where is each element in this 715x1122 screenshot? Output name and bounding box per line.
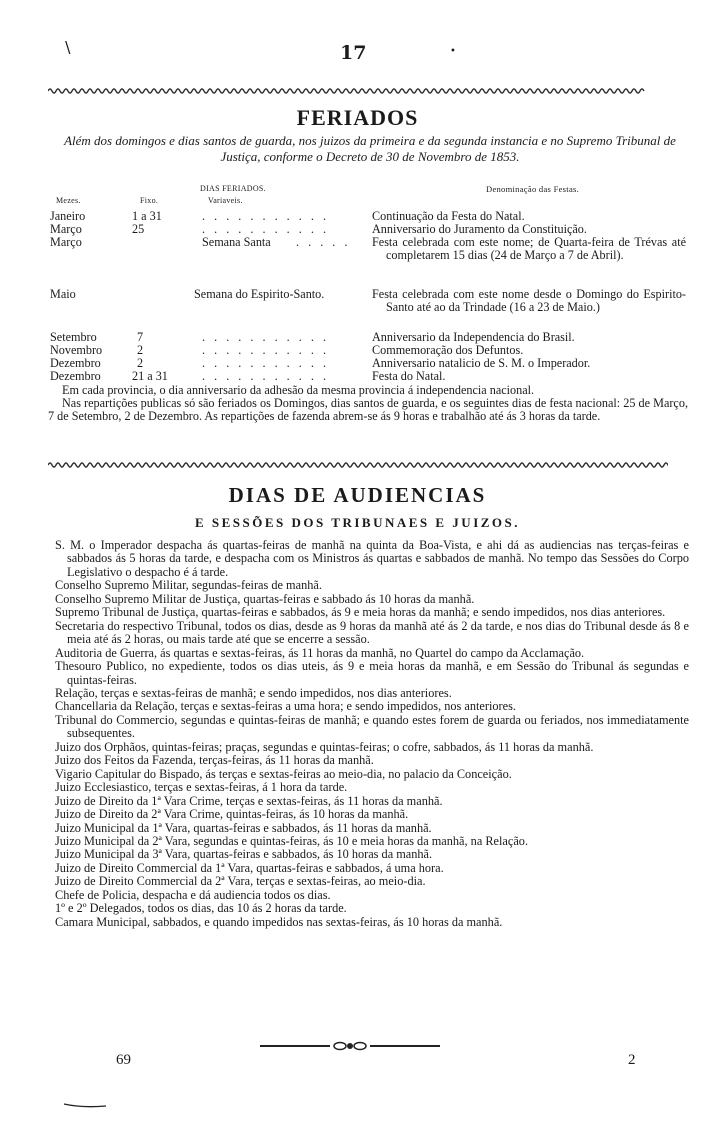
list-item: Juizo de Direito da 1ª Vara Crime, terças e sextas-feiras, ás 11 horas da manhã. [55,793,443,808]
feriados-subtitle: Além dos domingos e dias santos de guarda, nos juizos da primeira e da segunda instancia e no Supremo Tribunal de Justiça, conforme o Decreto de 30 de Novembro de 1853. [64,133,676,164]
list-item: S. M. o Imperador despacha ás quartas-feiras de manhã na quinta da Boa-Vista, e ahi dá as audiencias nas terças-feiras e sabbados ás 5 horas da tarde, e despacha com os Ministros ás quartas e sabbados de manhã. No tempo das Sessões do Corpo Legislativo o despacho é á tarde. [55,538,689,579]
header-fixo: Fixo. [140,196,159,205]
list-item: Supremo Tribunal de Justiça, quartas-feiras e sabbados, ás 9 e meia horas da manhã; e sendo impedidos, nos dias anteriores. [55,605,666,620]
footer-left-number: 69 [116,1052,131,1068]
audiencias-list [55,539,689,929]
wavy-rule-top [48,86,668,96]
list-item: Conselho Supremo Militar de Justiça, quartas-feiras e sabbado ás 10 horas da manhã. [55,591,475,606]
header-variaveis: Variaveis. [208,196,243,205]
list-item: Auditoria de Guerra, ás quartas e sextas-feiras, ás 11 horas da manhã, no Quartel do campo da Acclamação. [55,645,585,660]
note-provincia: Em cada provincia, o dia anniversario da adhesão da mesma provincia á independencia nacional. [62,383,535,397]
ornament-divider [260,1040,440,1052]
header-denominacao: Denominação das Festas. [486,184,580,194]
list-item: Juizo dos Orphãos, quintas-feiras; praças, segundas e quintas-feiras; o cofre, sabbados, ás 11 horas da manhã. [55,739,594,754]
list-item: Camara Municipal, sabbados, e quando impedidos nas sextas-feiras, ás 10 horas da manhã. [55,914,503,929]
wavy-rule-middle [48,460,668,470]
list-item: Chefe de Policia, despacha e dá audiencia todos os dias. [55,887,331,902]
document-page: ∖ 17 • FERIADOS Além dos domingos e dias santos de guarda, nos juizos da primeira e da segunda instancia e no Supremo Tribunal de Justiça, conforme o Decreto de 30 de Novembro de 1853. DIAS FERIADOS. Denominação das Festas. Mezes. Fixo. Variaveis. Janeiro 1 a 31 . . . . . . . . . . . Continuação da Festa do Natal. Março 25 . . . . . . . . . . . Anniversario do Juramento da Constituição. Março Semana Santa . . . . . Festa celebrada com este nome; de Quarta-feira de Trévas até completarem 15 dias (24 de Março a 7 de Abril). Maio Semana do Espirito-Santo. Festa celebrada com este nome desde o Domingo do Espirito-Santo até ao da Trindade (16 a 23 de Maio.) Setembro 7 . . . . . . . . . . . Anniversario da Independencia do Brasil. Novembro 2 . . . . . . . . . . . Commemoração dos Defuntos. Dezembro 2 . . . . . . . . . . . Anniversario natalicio de S. M. o Imperador. Dezembro 21 a 31 . . . . . . . . . . . Festa do Natal. Em cada provincia, o dia anniversario da adhesão da mesma provincia á independencia nacional. Nas repartições publicas só são feriados os Domingos, dias santos de guarda, e os seguintes dias de festa nacional: 25 de Março, 7 de Setembro, 2 de Dezembro. As repartições de fazenda abrem-se ás 9 horas e trabalhão até ás 3 horas da tarde. DIAS DE AUDIENCIAS E SESSÕES DOS TRIBUNAES E JUIZOS. S. M. o Imperador despacha ás quartas-feiras de manhã na quinta da Boa-Vista, e ahi dá as audiencias nas terças-feiras e sabbados ás 5 horas da tarde, e despacha com os Ministros ás quartas e sabbados de manhã. No tempo das Sessões do Corpo Legislativo o despacho é á tarde. Conselho Supremo Militar, segundas-feiras de manhã. Conselho Supremo Militar de Justiça, quartas-feiras e sabbado ás 10 horas da manhã. Supremo Tribunal de Justiça, quartas-feiras e sabbados, ás 9 e meia horas da manhã; e sendo impedidos, nos dias anteriores. Secretaria do respectivo Tribunal, todos os dias, desde as 9 horas da manhã até ás 2 da tarde, e nos dias do Tribunal desde ás 8 e meia até ás 2 horas, ou mais tarde até que se encerre a sessão. Auditoria de Guerra, ás quartas e sextas-feiras, ás 11 horas da manhã, no Quartel do campo da Acclamação. Thesouro Publico, no expediente, todos os dias uteis, ás 9 e meia horas da manhã, e em Sessão do Tribunal ás segundas e quintas-feiras. Relação, terças e sextas-feiras de manhã; e sendo impedidos, nos dias anteriores. Chancellaria da Relação, terças e sextas-feiras a uma hora; e sendo impedidos, nos anteriores. Tribunal do Commercio, segundas e quintas-feiras de manhã; e quando estes forem de guarda ou feriados, nos immediatamente subsequentes. Juizo dos Orphãos, quintas-feiras; praças, segundas e quintas-feiras; o cofre, sabbados, ás 11 horas da manhã. Juizo dos Feitos da Fazenda, terças-feiras, ás 11 horas da manhã. Vigario Capitular do Bispado, ás terças e sextas-feiras ao meio-dia, no palacio da Conceição. Juizo Ecclesiastico, terças e sextas-feiras, á 1 hora da tarde. Juizo de Direito da 1ª Vara Crime, terças e sextas-feiras, ás 11 horas da manhã. Juizo de Direito da 2ª Vara Crime, quintas-feiras, ás 10 horas da manhã. Juizo Municipal da 1ª Vara, quartas-feiras e sabbados, ás 11 horas da manhã. Juizo Municipal da 2ª Vara, segundas e quintas-feiras, ás 10 e meia horas da manhã, na Relação. Juizo Municipal da 3ª Vara, quartas-feiras e sabbados, ás 10 horas da manhã. Juizo de Direito Commercial da 1ª Vara, quartas-feiras e sabbados, á uma hora. Juizo de Direito Commercial da 2ª Vara, terças e sextas-feiras, ao meio-dia. Chefe de Policia, despacha e dá audiencia todos os dias. 1º e 2º Delegados, todos os dias, das 10 ás 2 horas da tarde. Camara Municipal, sabbados, e quando impedidos nas sextas-feiras, ás 10 horas da manhã. 69 2 [0,0,715,1122]
header-mezes: Mezes. [56,196,81,205]
list-item: Juizo Municipal da 1ª Vara, quartas-feiras e sabbados, ás 11 horas da manhã. [55,820,432,835]
list-item: Thesouro Publico, no expediente, todos os dias uteis, ás 9 e meia horas da manhã, e em Sessão do Tribunal ás segundas e quintas-feiras. [55,659,689,687]
list-item: Chancellaria da Relação, terças e sextas-feiras a uma hora; e sendo impedidos, nos anteriores. [55,699,516,714]
list-item: Juizo de Direito da 2ª Vara Crime, quintas-feiras, ás 10 horas da manhã. [55,807,409,822]
feriados-title: FERIADOS [296,105,419,130]
list-item: Relação, terças e sextas-feiras de manhã; e sendo impedidos, nos dias anteriores. [55,685,452,700]
list-item: Juizo Ecclesiastico, terças e sextas-feiras, á 1 hora da tarde. [55,780,348,795]
footer-right-number: 2 [628,1052,636,1068]
list-item: Secretaria do respectivo Tribunal, todos os dias, desde as 9 horas da manhã até ás 2 da tarde, e nos dias do Tribunal desde ás 8 e meia até ás 2 horas, ou mais tarde até que se encerre a sessão. [55,618,689,647]
note-reparticoes: Nas repartições publicas só são feriados os Domingos, dias santos de guarda, e os seguintes dias de festa nacional: 25 de Março, 7 de Setembro, 2 de Dezembro. As repartições de fazenda abrem-se ás 9 horas e trabalhão até ás 3 horas da tarde. [48,396,688,424]
list-item: Juizo de Direito Commercial da 1ª Vara, quartas-feiras e sabbados, á uma hora. [55,860,444,875]
feriados-notes [48,384,688,424]
list-item: Juizo Municipal da 3ª Vara, quartas-feiras e sabbados, ás 10 horas da manhã. [55,847,433,862]
list-item: Juizo Municipal da 2ª Vara, segundas e quintas-feiras, ás 10 e meia horas da manhã, na Relação. [55,833,529,848]
ink-mark-icon: ∖ [62,38,73,57]
audiencias-subtitle: E SESSÕES DOS TRIBUNAES E JUIZOS. [194,515,521,530]
list-item: Conselho Supremo Militar, segundas-feiras de manhã. [55,578,322,593]
list-item: 1º e 2º Delegados, todos os dias, das 10 ás 2 horas da tarde. [55,901,347,916]
list-item: Juizo dos Feitos da Fazenda, terças-feiras, ás 11 horas da manhã. [55,753,374,768]
audiencias-title: DIAS DE AUDIENCIAS [228,483,487,507]
page-number: 17 [340,42,367,64]
header-dias-feriados: DIAS FERIADOS. [200,184,266,193]
ink-stroke-icon [62,1100,108,1112]
list-item: Juizo de Direito Commercial da 2ª Vara, terças e sextas-feiras, ao meio-dia. [55,874,426,889]
list-item: Tribunal do Commercio, segundas e quintas-feiras de manhã; e quando estes forem de guarda ou feriados, nos immediatamente subsequentes. [55,712,689,741]
ink-dot-icon: • [450,46,456,57]
list-item: Vigario Capitular do Bispado, ás terças e sextas-feiras ao meio-dia, no palacio da Conceição. [55,766,512,781]
